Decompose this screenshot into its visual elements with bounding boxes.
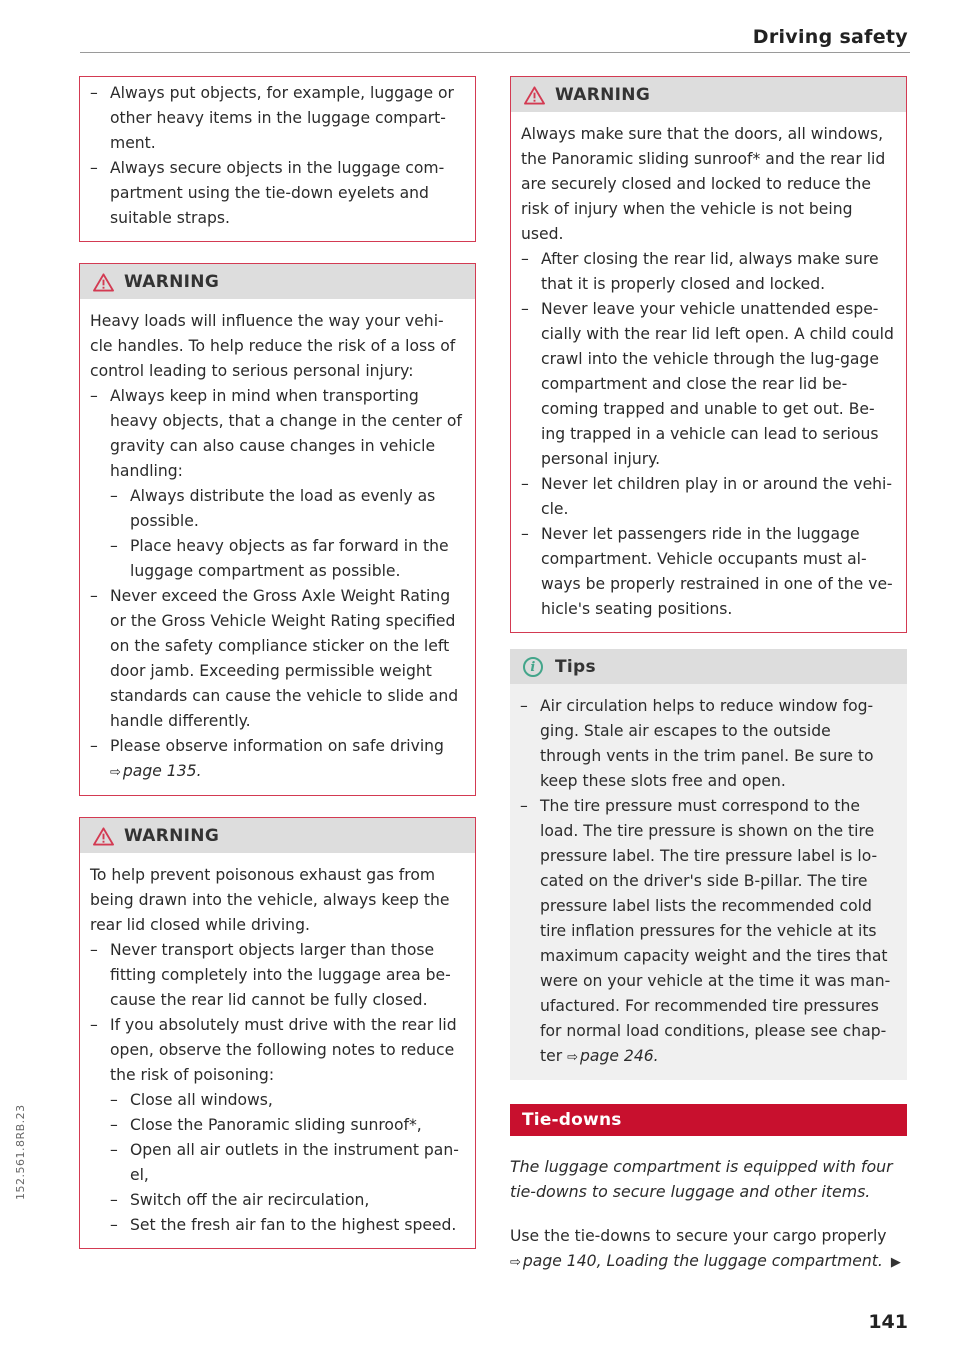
sub-list-item: – Always distribute the load as evenly as possible. xyxy=(90,484,463,534)
warning-title: WARNING xyxy=(124,272,220,292)
list-item: – Never transport objects larger than those fitting completely into the luggage area be-cause the rear lid cannot be fully closed. xyxy=(90,938,463,1013)
header-divider xyxy=(80,52,910,53)
warning-header xyxy=(511,77,906,112)
sub-list-item: – Close all windows, xyxy=(90,1088,463,1113)
list-item-text: Please observe information on safe driving xyxy=(110,737,444,755)
sub-list-item: – Open all air outlets in the instrument pan-el, xyxy=(90,1138,463,1188)
tips-box xyxy=(510,649,907,1080)
side-code: 152.561.8RB.23 xyxy=(14,1104,27,1200)
warning-title: WARNING xyxy=(555,85,651,105)
page-number: 141 xyxy=(868,1311,908,1333)
warning-intro: Always make sure that the doors, all windows, the Panoramic sliding sunroof* and the rear lid are securely closed and locked to reduce the risk of injury when the vehicle is not being used. xyxy=(521,125,886,243)
page-reference-text: page 246. xyxy=(580,1047,659,1065)
list-item: – Always keep in mind when transporting heavy objects, that a change in the center of gravity can also cause changes in vehicle handling: xyxy=(90,384,463,484)
list-item: – If you absolutely must drive with the rear lid open, observe the following notes to reduce the risk of poisoning: xyxy=(90,1013,463,1088)
list-item: – Never exceed the Gross Axle Weight Rating or the Gross Vehicle Weight Rating specified on the safety compliance sticker on the left door jamb. Exceeding permissible weight standards can cause the vehicle to slide and handle differently. xyxy=(90,584,463,734)
warning-triangle-icon xyxy=(93,827,114,846)
page-reference-link[interactable] xyxy=(510,1252,883,1270)
page-reference-link[interactable] xyxy=(110,762,202,780)
list-item xyxy=(90,734,463,785)
list-item: – After closing the rear lid, always make sure that it is properly closed and locked. xyxy=(521,247,894,297)
list-item-text: The tire pressure must correspond to the load. The tire pressure is shown on the tire pressure label. The tire pressure label is lo-cated on the driver's side B-pillar. The tire pressure label lists the recommended cold tire inflation pressures for the vehicle at its maximum capacity weight and the tires that were on your vehicle at the time it was man-ufactured. For recommended tire pressures for normal load conditions, please see chap-ter xyxy=(540,797,891,1065)
sub-list-item: – Switch off the air recirculation, xyxy=(90,1188,463,1213)
right-column xyxy=(510,76,907,1275)
page-reference-text: page 135. xyxy=(122,762,202,780)
warning-title: WARNING xyxy=(124,826,220,846)
warning-header xyxy=(80,818,475,853)
section-heading: Tie-downs xyxy=(510,1104,907,1136)
warning-box-heavy-loads xyxy=(79,263,476,796)
page-reference-text: page 140, Loading the luggage compartment. xyxy=(522,1252,883,1270)
tips-title: Tips xyxy=(555,657,596,677)
sub-list-item: – Set the fresh air fan to the highest speed. xyxy=(90,1213,463,1238)
warning-header xyxy=(80,264,475,299)
sub-list-item: – Close the Panoramic sliding sunroof*, xyxy=(90,1113,463,1138)
left-column xyxy=(79,76,476,1270)
tips-header xyxy=(510,649,907,684)
section-intro: The luggage compartment is equipped with four tie-downs to secure luggage and other items. xyxy=(510,1157,893,1201)
warning-triangle-icon xyxy=(524,86,545,105)
page-header-title: Driving safety xyxy=(752,26,908,48)
warning-box-closing xyxy=(510,76,907,633)
list-item: – Never let children play in or around the vehi-cle. xyxy=(521,472,894,522)
section-body xyxy=(510,1224,907,1275)
arrow-right-icon: ⇨ xyxy=(110,765,121,780)
arrow-right-icon: ⇨ xyxy=(567,1050,578,1065)
warning-intro: To help prevent poisonous exhaust gas from being drawn into the vehicle, always keep the rear lid closed while driving. xyxy=(90,866,450,934)
warning-triangle-icon xyxy=(93,273,114,292)
list-item: – Air circulation helps to reduce window fog-ging. Stale air escapes to the outside through vents in the trim panel. Be sure to keep these slots free and open. xyxy=(520,694,895,794)
warning-box-exhaust xyxy=(79,817,476,1249)
list-item: – Always put objects, for example, luggage or other heavy items in the luggage compart-ment. xyxy=(90,81,463,156)
list-item: – Never leave your vehicle unattended espe-cially with the rear lid left open. A child could crawl into the vehicle through the lug-gage compartment and close the rear lid be-coming trapped and unable to get out. Be-ing trapped in a vehicle can lead to serious personal injury. xyxy=(521,297,894,472)
page-reference-link[interactable] xyxy=(567,1047,659,1065)
info-circle-icon: i xyxy=(523,657,543,677)
list-item xyxy=(520,794,895,1070)
warning-intro: Heavy loads will influence the way your vehi-cle handles. To help reduce the risk of a loss of control leading to serious personal injury: xyxy=(90,312,456,380)
sub-list-item: – Place heavy objects as far forward in the luggage compartment as possible. xyxy=(90,534,463,584)
body-text: Use the tie-downs to secure your cargo properly xyxy=(510,1227,887,1245)
continued-warning-box xyxy=(79,76,476,242)
continue-triangle-icon: ▶ xyxy=(890,1255,901,1270)
arrow-right-icon: ⇨ xyxy=(510,1255,521,1270)
list-item: – Never let passengers ride in the luggage compartment. Vehicle occupants must al-ways be properly restrained in one of the ve-hicle's seating positions. xyxy=(521,522,894,622)
list-item: – Always secure objects in the luggage com-partment using the tie-down eyelets and suitable straps. xyxy=(90,156,463,231)
